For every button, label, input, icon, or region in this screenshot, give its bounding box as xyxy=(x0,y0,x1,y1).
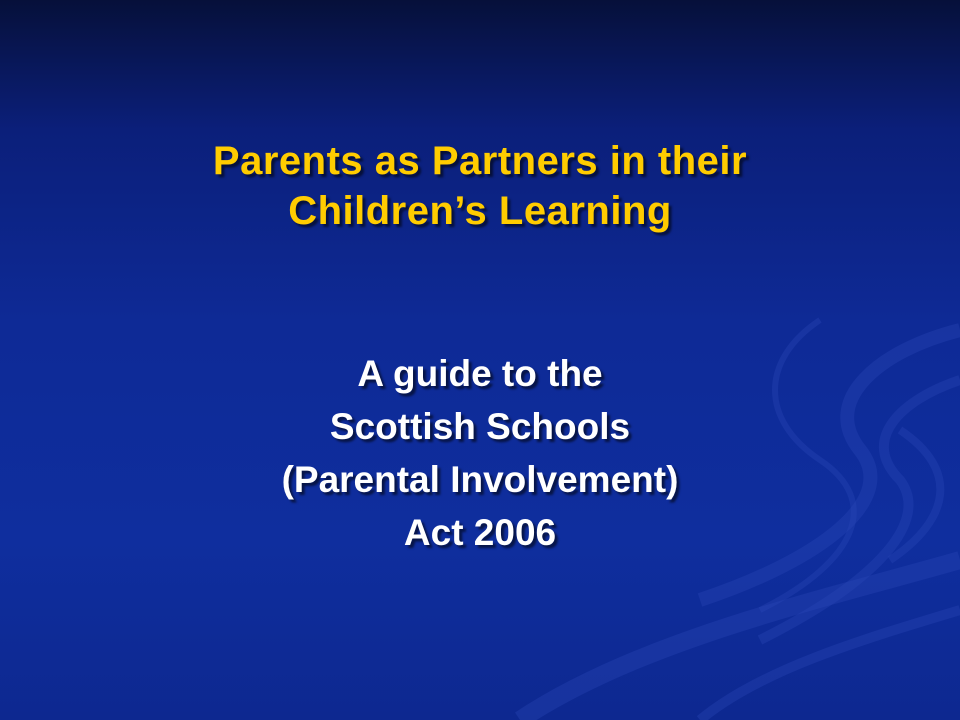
title-line: Children’s Learning xyxy=(288,189,672,233)
subtitle-line: Scottish Schools xyxy=(329,406,631,447)
slide-title xyxy=(0,136,960,236)
subtitle-line: (Parental Involvement) xyxy=(281,459,679,500)
subtitle-line: A guide to the xyxy=(357,353,603,394)
title-line: Parents as Partners in their xyxy=(212,139,748,183)
slide-subtitle xyxy=(0,347,960,559)
subtitle-line: Act 2006 xyxy=(403,512,557,553)
